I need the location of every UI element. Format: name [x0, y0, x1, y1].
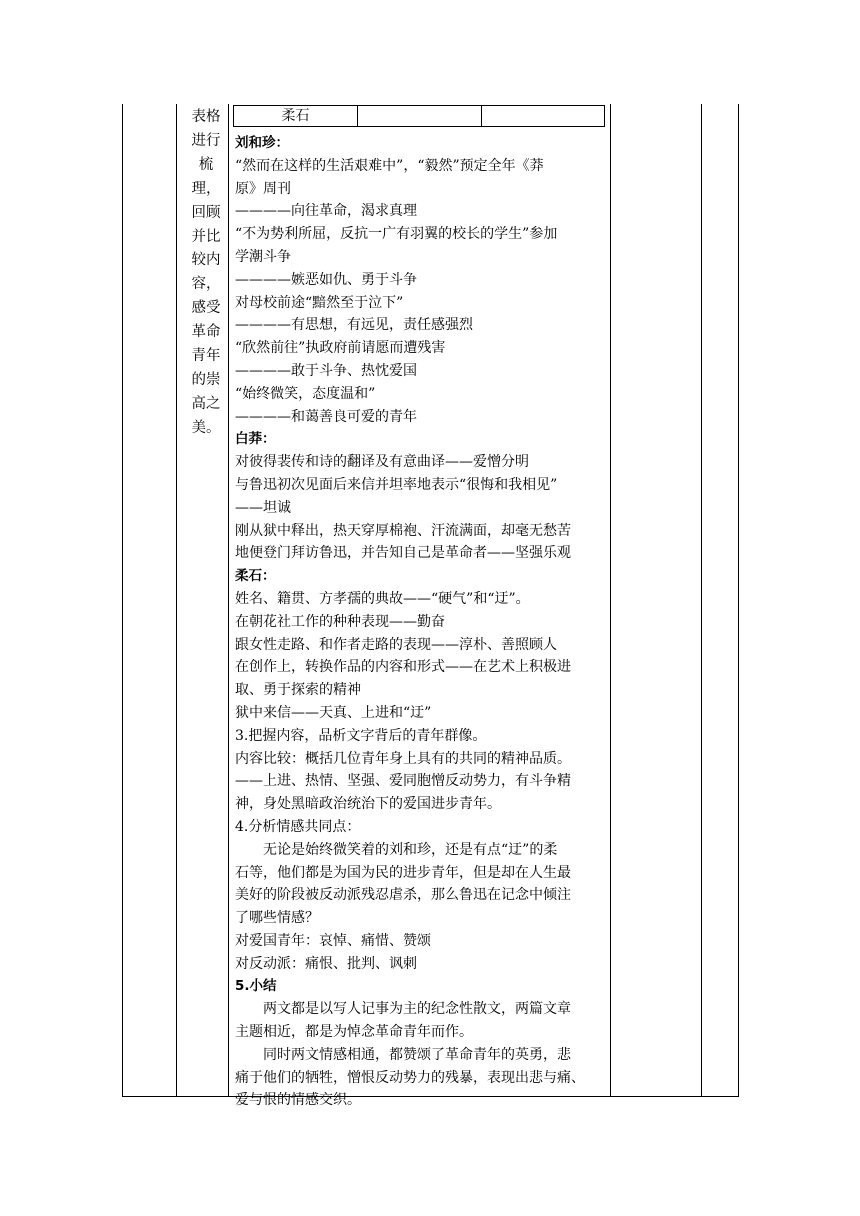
- content-line: “不为势利所屈，反抗一广有羽翼的校长的学生”参加: [235, 226, 558, 243]
- content-line: 内容比较：概括几位青年身上具有的共同的精神品质。: [235, 750, 571, 767]
- inner-table-cell: [358, 106, 482, 126]
- inner-table-cell: [482, 106, 604, 126]
- activity-description-column: [186, 106, 226, 441]
- section-heading: 白莽：: [235, 431, 276, 448]
- table-column-divider: [176, 104, 177, 1097]
- table-column-divider: [610, 104, 611, 1097]
- side-text-line: 梳: [198, 156, 214, 173]
- table-border-right: [738, 104, 739, 1097]
- side-text-line: 革命: [191, 324, 221, 341]
- side-text-line: 回顾: [191, 204, 221, 221]
- content-line: 美好的阶段被反动派残忍虐杀，那么鲁迅在记念中倾注: [235, 887, 571, 904]
- content-line: “然而在这样的生活艰难中”，“毅然”预定全年《莽: [235, 157, 544, 174]
- content-line: ————向往革命，渴求真理: [235, 203, 417, 220]
- section-heading: 5.小结: [235, 978, 277, 995]
- content-line: 对反动派：痛恨、批判、讽刺: [235, 955, 417, 972]
- content-line: 与鲁迅初次见面后来信并坦率地表示“很悔和我相见”: [235, 476, 558, 493]
- content-line: ————敢于斗争、热忱爱国: [235, 362, 417, 379]
- content-line: 对爱国青年：哀悼、痛惜、赞颂: [235, 932, 431, 949]
- teaching-content: [235, 132, 607, 1112]
- content-line: 对彼得裴传和诗的翻译及有意曲译——爱憎分明: [235, 454, 529, 471]
- content-line: “欣然前往”执政府前请愿而遭残害: [235, 340, 446, 357]
- content-line: ————和蔼善良可爱的青年: [235, 408, 417, 425]
- table-column-divider: [701, 104, 702, 1097]
- content-line: 在朝花社工作的种种表现——勤奋: [235, 613, 445, 630]
- content-line: 刚从狱中释出，热天穿厚棉袍、汗流满面，却毫无愁苦: [235, 522, 571, 539]
- table-column-divider: [228, 104, 229, 1097]
- side-text-line: 高之: [191, 395, 221, 412]
- content-line: ————有思想，有远见，责任感强烈: [235, 317, 473, 334]
- content-line: 了哪些情感？: [235, 910, 319, 927]
- side-text-line: 感受: [191, 300, 221, 317]
- content-line: “始终微笑，态度温和”: [235, 385, 376, 402]
- content-line: 3.把握内容，品析文字背后的青年群像。: [235, 727, 487, 744]
- side-text-line: 美。: [191, 419, 221, 436]
- content-line: 学潮斗争: [235, 248, 291, 265]
- content-line: ——上进、热情、坚强、爱同胞憎反动势力，有斗争精: [235, 773, 571, 790]
- content-line: 对母校前途“黯然至于泣下”: [235, 294, 404, 311]
- side-text-line: 较内: [191, 252, 221, 269]
- content-line: 石等，他们都是为国为民的进步青年，但是却在人生最: [235, 864, 571, 881]
- side-text-line: 表格: [191, 109, 221, 125]
- content-line: 原》周刊: [235, 180, 291, 197]
- content-line: 姓名、籍贯、方孝孺的典故——“硬气”和“迂”。: [235, 590, 530, 607]
- table-border-left: [122, 104, 123, 1097]
- side-text-line: 容，: [191, 276, 221, 293]
- content-line: 狱中来信——天真、上进和“迂”: [235, 704, 432, 721]
- side-text-line: 理，: [191, 180, 221, 197]
- inner-table-row: [233, 105, 605, 127]
- inner-table-cell: 柔石: [234, 106, 358, 126]
- section-heading: 柔石：: [235, 568, 276, 585]
- content-line: 跟女性走路、和作者走路的表现——淳朴、善照顾人: [235, 636, 557, 653]
- content-line: 神，身处黑暗政治统治下的爱国进步青年。: [235, 796, 501, 813]
- content-line: ——坦诚: [235, 499, 291, 516]
- content-line: 主题相近，都是为悼念革命青年而作。: [235, 1024, 473, 1041]
- content-line: 同时两文情感相通，都赞颂了革命青年的英勇，悲: [263, 1046, 571, 1063]
- side-text-line: 并比: [191, 228, 221, 245]
- content-line: 取、勇于探索的精神: [235, 682, 361, 699]
- side-text-line: 青年: [191, 348, 221, 365]
- content-line: 无论是始终微笑着的刘和珍，还是有点“迂”的柔: [263, 841, 558, 858]
- section-heading: 刘和珍：: [235, 135, 289, 151]
- content-line: 痛于他们的牺牲，憎恨反动势力的残暴，表现出悲与痛、: [235, 1069, 585, 1086]
- side-text-line: 进行: [191, 132, 221, 149]
- content-line: 地便登门拜访鲁迅，并告知自己是革命者——坚强乐观: [235, 545, 571, 562]
- content-line: 爱与恨的情感交织。: [235, 1092, 361, 1109]
- content-line: 两文都是以写人记事为主的纪念性散文，两篇文章: [263, 1001, 571, 1018]
- content-line: ————嫉恶如仇、勇于斗争: [235, 271, 417, 288]
- content-line: 4.分析情感共同点：: [235, 818, 361, 835]
- side-text-line: 的崇: [191, 371, 221, 388]
- content-line: 在创作上，转换作品的内容和形式——在艺术上积极进: [235, 659, 571, 676]
